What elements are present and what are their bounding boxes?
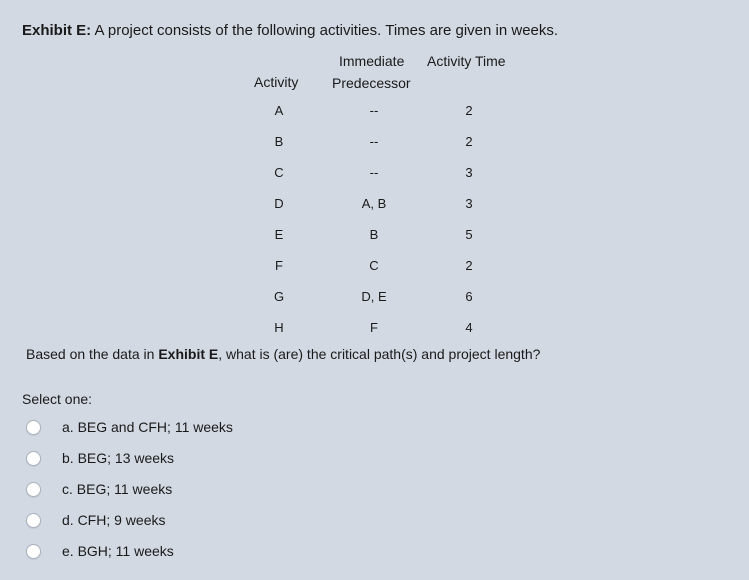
table-cell-time: 2 (465, 258, 473, 273)
table-cell-activity: E (274, 227, 284, 242)
table-cell-predecessor: A, B (361, 196, 387, 211)
radio-button[interactable] (26, 513, 41, 528)
exhibit-label: Exhibit E: (22, 22, 92, 39)
predecessor-header-line1: Immediate (339, 53, 405, 69)
table-cell-activity: F (275, 258, 283, 273)
table-cell-activity: H (274, 320, 284, 335)
table-cell-predecessor: D, E (361, 289, 387, 304)
radio-button[interactable] (26, 420, 41, 435)
answer-option-label[interactable]: c. BEG; 11 weeks (62, 481, 173, 497)
table-cell-activity: A (274, 103, 284, 118)
table-cell-activity: D (274, 196, 284, 211)
answer-option[interactable] (26, 510, 166, 530)
radio-button[interactable] (26, 451, 41, 466)
answer-option-label[interactable]: b. BEG; 13 weeks (62, 450, 175, 466)
table-cell-predecessor: C (369, 258, 379, 273)
question-after: , what is (are) the critical path(s) and project length? (218, 346, 541, 362)
table-cell-time: 4 (465, 320, 473, 335)
answer-option-label[interactable]: a. BEG and CFH; 11 weeks (62, 419, 233, 435)
answer-option-label[interactable]: e. BGH; 11 weeks (62, 543, 174, 559)
table-cell-predecessor: -- (369, 165, 379, 180)
time-header: Activity Time (427, 53, 506, 69)
table-cell-predecessor: F (370, 320, 378, 335)
question-before: Based on the data in (26, 346, 159, 362)
table-cell-time: 3 (465, 165, 473, 180)
table-cell-time: 5 (465, 227, 473, 242)
radio-button[interactable] (26, 482, 41, 497)
exhibit-intro (22, 22, 558, 39)
question-text (26, 346, 540, 362)
table-cell-time: 3 (465, 196, 473, 211)
answer-option[interactable] (26, 417, 233, 437)
table-cell-activity: G (273, 289, 285, 304)
select-one-label: Select one: (22, 391, 93, 407)
table-cell-activity: C (274, 165, 284, 180)
exhibit-text: A project consists of the following activities. Times are given in weeks. (91, 22, 559, 39)
table-cell-time: 2 (465, 134, 473, 149)
answer-option[interactable] (26, 479, 173, 499)
answer-option[interactable] (26, 448, 175, 468)
radio-button[interactable] (26, 544, 41, 559)
table-cell-predecessor: -- (369, 134, 379, 149)
table-cell-predecessor: -- (369, 103, 379, 118)
table-cell-predecessor: B (369, 227, 379, 242)
table-cell-activity: B (274, 134, 284, 149)
answer-option[interactable] (26, 541, 174, 561)
table-cell-time: 2 (465, 103, 473, 118)
activity-header: Activity (254, 74, 299, 90)
question-bold: Exhibit E (158, 346, 219, 362)
table-cell-time: 6 (465, 289, 473, 304)
predecessor-header-line2: Predecessor (332, 75, 411, 91)
answer-option-label[interactable]: d. CFH; 9 weeks (62, 512, 166, 528)
